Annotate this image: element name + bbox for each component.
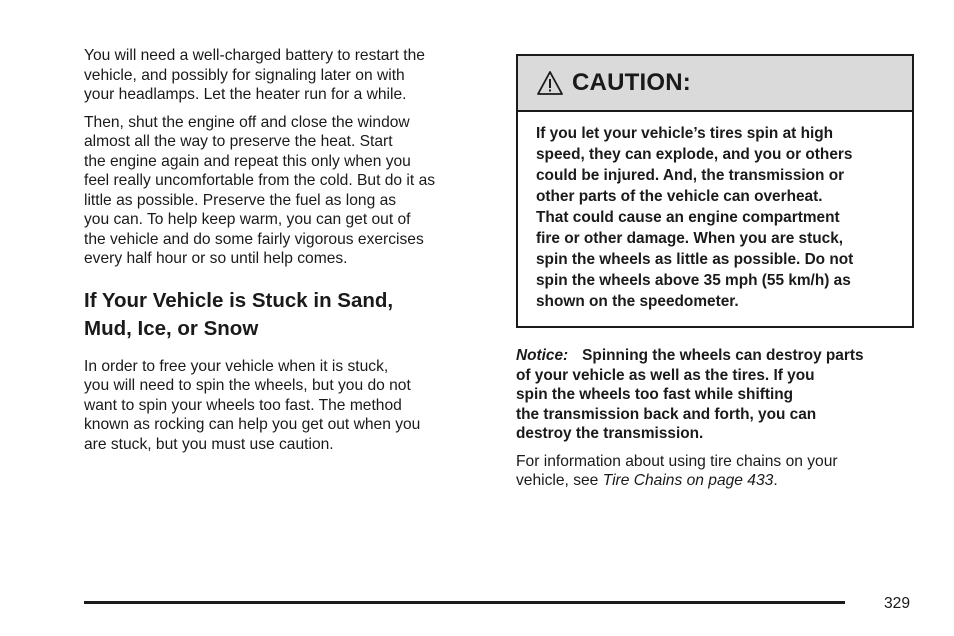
footer-rule	[84, 601, 845, 604]
engine-paragraph: Then, shut the engine off and close the window almost all the way to preserve the heat. Start the engine again and repeat this only when you feel really uncomfortable from the cold. But do it as little as possible. Preserve the fuel as long as you can. To help keep warm, you can get out of the vehicle and do some fairly vigorous exercises every half hour or so until help comes.	[84, 113, 436, 267]
section-heading: If Your Vehicle is Stuck in Sand, Mud, Ice, or Snow	[84, 288, 394, 340]
caution-body: If you let your vehicle’s tires spin at high speed, they can explode, and you or others could be injured. And, the transmission or other parts of the vehicle can overheat. That could cause an engine compartment fire or other damage. When you are stuck, spin the wheels as little as possible. Do not spin the wheels above 35 mph (55 km/h) as shown on the speedometer.	[536, 125, 854, 310]
stuck-paragraph: In order to free your vehicle when it is stuck, you will need to spin the wheels, but you do not want to spin your wheels too fast. The method known as rocking can help you get out when you are stuck, but you must use caution.	[84, 357, 421, 453]
page-number: 329	[884, 595, 911, 612]
battery-paragraph: You will need a well-charged battery to restart the vehicle, and possibly for signaling later on with your headlamps. Let the heater run for a while.	[84, 47, 425, 103]
notice-paragraph	[516, 346, 918, 444]
caution-box	[516, 54, 914, 328]
caution-header	[518, 56, 912, 112]
warning-triangle-icon	[536, 70, 564, 96]
notice-label: Notice:	[516, 347, 569, 364]
right-column	[516, 54, 918, 491]
left-column	[84, 46, 490, 462]
caution-title: CAUTION:	[572, 69, 691, 96]
tire-chains-reference: Tire Chains on page 433	[602, 472, 774, 489]
info-suffix: .	[773, 472, 778, 489]
notice-text: Spinning the wheels can destroy parts of your vehicle as well as the tires. If you spin the wheels too fast while shifting the transmission back and forth, you can destroy the transmission.	[516, 347, 864, 442]
info-prefix: For information about using tire chains on your vehicle, see	[516, 452, 838, 489]
tire-chains-paragraph	[516, 452, 918, 491]
